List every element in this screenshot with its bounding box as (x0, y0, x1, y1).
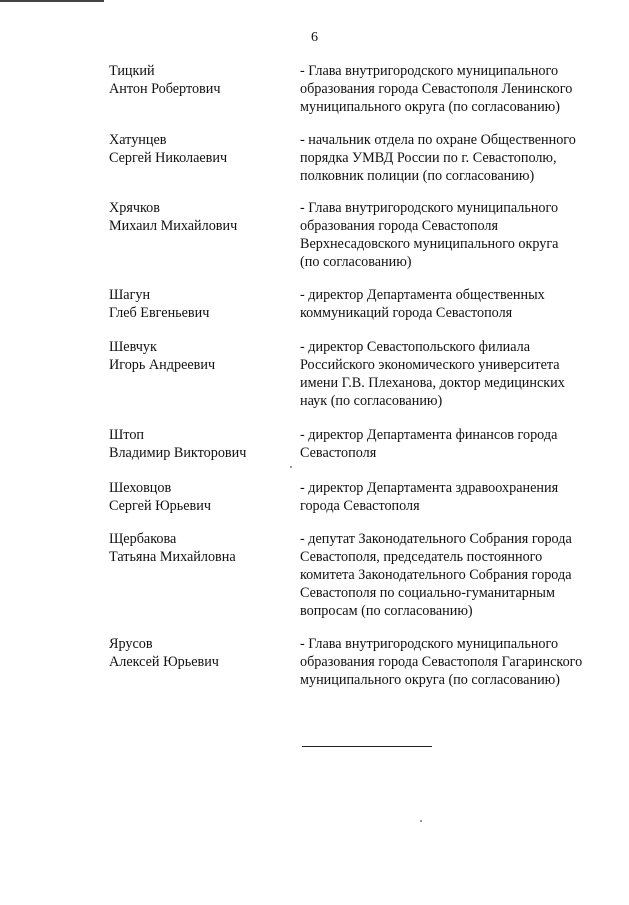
role-line: - Глава внутригородского муниципального (300, 636, 559, 652)
role-line: - директор Департамента общественных (300, 287, 545, 303)
member-surname: Шеховцов (109, 480, 172, 496)
role-line: Севастополя (300, 445, 377, 461)
role-line: - директор Департамента здравоохранения (300, 480, 559, 496)
member-role (300, 426, 610, 462)
role-line: - директор Севастопольского филиала (300, 339, 531, 355)
member-surname: Ярусов (109, 636, 153, 652)
role-line: Российского экономического университета (300, 357, 560, 373)
role-line: вопросам (по согласованию) (300, 603, 473, 619)
member-given-names: Татьяна Михайловна (109, 549, 236, 565)
member-role (300, 131, 610, 185)
member-role (300, 635, 610, 689)
member-role (300, 199, 610, 271)
member-surname: Шевчук (109, 339, 157, 355)
role-line: (по согласованию) (300, 254, 412, 270)
member-name (109, 530, 289, 566)
member-given-names: Алексей Юрьевич (109, 654, 219, 670)
member-role (300, 479, 610, 515)
role-line: полковник полиции (по согласованию) (300, 168, 535, 184)
closing-rule (302, 746, 432, 747)
member-role (300, 338, 610, 410)
scan-speck (290, 466, 292, 468)
role-line: - депутат Законодательного Собрания города (300, 531, 572, 547)
role-line: наук (по согласованию) (300, 393, 443, 409)
member-given-names: Игорь Андреевич (109, 357, 216, 373)
role-line: - начальник отдела по охране Общественного (300, 132, 576, 148)
role-line: - директор Департамента финансов города (300, 427, 558, 443)
role-line: имени Г.В. Плеханова, доктор медицинских (300, 375, 565, 391)
member-name (109, 62, 289, 98)
member-given-names: Сергей Николаевич (109, 150, 228, 166)
member-surname: Хрячков (109, 200, 160, 216)
member-surname: Штоп (109, 427, 145, 443)
role-line: комитета Законодательного Собрания города (300, 567, 572, 583)
member-given-names: Глеб Евгеньевич (109, 305, 210, 321)
role-line: порядка УМВД России по г. Севастополю, (300, 150, 557, 166)
role-line: города Севастополя (300, 498, 420, 514)
member-given-names: Антон Робертович (109, 81, 221, 97)
role-line: Севастополя, председатель постоянного (300, 549, 543, 565)
role-line: муниципального округа (по согласованию) (300, 99, 560, 115)
role-line: Верхнесадовского муниципального округа (300, 236, 559, 252)
member-given-names: Сергей Юрьевич (109, 498, 211, 514)
role-line: Севастополя по социально-гуманитарным (300, 585, 555, 601)
member-name (109, 426, 289, 462)
member-surname: Щербакова (109, 531, 177, 547)
member-name (109, 479, 289, 515)
member-role (300, 62, 610, 116)
scan-speck (420, 820, 422, 822)
member-name (109, 131, 289, 167)
role-line: образования города Севастополя (300, 218, 499, 234)
member-name (109, 338, 289, 374)
member-role (300, 530, 610, 620)
member-surname: Шагун (109, 287, 151, 303)
member-name (109, 199, 289, 235)
role-line: образования города Севастополя Гагаринского (300, 654, 583, 670)
member-name (109, 635, 289, 671)
member-surname: Хатунцев (109, 132, 167, 148)
page-number: 6 (311, 30, 318, 45)
member-role (300, 286, 610, 322)
member-given-names: Владимир Викторович (109, 445, 247, 461)
role-line: - Глава внутригородского муниципального (300, 63, 559, 79)
role-line: образования города Севастополя Ленинского (300, 81, 573, 97)
role-line: - Глава внутригородского муниципального (300, 200, 559, 216)
role-line: коммуникаций города Севастополя (300, 305, 513, 321)
member-name (109, 286, 289, 322)
role-line: муниципального округа (по согласованию) (300, 672, 560, 688)
member-given-names: Михаил Михайлович (109, 218, 238, 234)
member-surname: Тицкий (109, 63, 155, 79)
